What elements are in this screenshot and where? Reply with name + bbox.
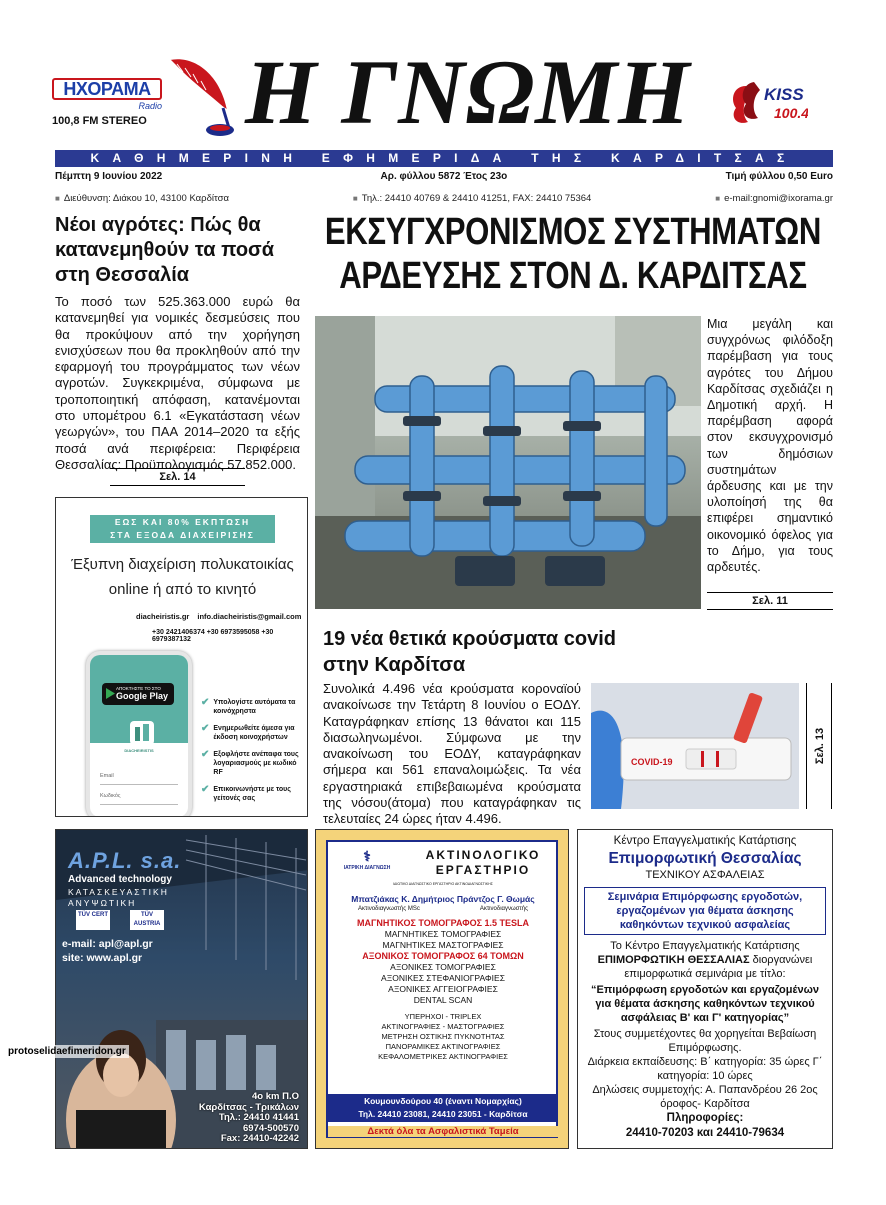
dateline bbox=[55, 171, 833, 182]
issue-date: Πέμπτη 9 Ιουνίου 2022 bbox=[55, 171, 163, 182]
radiology-address: Κουμουνδούρου 40 (έναντι Νομαρχίας) bbox=[364, 1096, 522, 1106]
ad-web-contacts bbox=[136, 612, 301, 621]
apl-phone-1: Τηλ.: 24410 41441 bbox=[218, 1112, 299, 1123]
covid-article-page bbox=[806, 683, 832, 809]
ad-slogan bbox=[56, 552, 308, 602]
apl-phone-2: 6974-500570 bbox=[243, 1122, 299, 1134]
slogan-line-2: online ή από το κινητό bbox=[108, 581, 257, 598]
phone-mockup bbox=[86, 651, 192, 817]
service-item: ΠΑΝΟΡΑΜΙΚΕΣ ΑΚΤΙΝΟΓΡΑΦΙΕΣ bbox=[385, 1042, 501, 1051]
phones: ■ Τηλ.: 24410 40769 & 24410 41251, FAX: 24410 75364 bbox=[353, 193, 591, 204]
google-play-badge bbox=[102, 683, 174, 705]
radiology-title bbox=[408, 848, 558, 878]
doctor-1-role: Ακτινοδιαγνωστής MSc bbox=[357, 906, 420, 912]
main-article-page: Σελ. 11 bbox=[707, 592, 833, 610]
radiology-org: ΙΔΙΩΤΙΚΟ ΔΙΑΓΝΩΣΤΙΚΟ ΕΡΓΑΣΤΗΡΙΟ ΑΚΤΙΝΟΔΙΑΓΝΩΣΤΙΚΗΣ bbox=[393, 882, 493, 886]
radiology-logo-text: ΙΑΤΡΙΚΗ ΔΙΑΓΝΩΣΗ bbox=[343, 865, 391, 871]
kek-quote: “Επιμόρφωση εργοδοτών και εργαζομένων για θέματα άσκησης καθηκόντων τεχνικού ασφάλειας Β' και Γ' κατηγορίας” bbox=[591, 984, 819, 1024]
store-small-text: ΑΠΟΚΤΗΣΤΕ ΤΟ ΣΤΟ bbox=[116, 686, 161, 691]
email: ■ e-mail:gnomi@ixorama.gr bbox=[715, 193, 833, 204]
issue-number: Αρ. φύλλου 5872 Έτος 23ο bbox=[380, 171, 508, 182]
service-item: ΜΕΤΡΗΣΗ ΟΣΤΙΚΗΣ ΠΥΚΝΟΤΗΤΑΣ bbox=[381, 1032, 505, 1041]
feature-item: ✔ Εξοφλήστε ανέπαφα τους λογαριασμούς με κωδικό RF bbox=[201, 749, 299, 776]
kek-subtitle: ΤΕΧΝΙΚΟΥ ΑΣΦΑΛΕΙΑΣ bbox=[645, 869, 765, 881]
service-item: ΥΠΕΡΗΧΟΙ - TRIPLEX bbox=[404, 1012, 482, 1021]
doctor-2-role: Ακτινοδιαγνωστής bbox=[479, 906, 528, 912]
apl-email: e-mail: apl@apl.gr bbox=[62, 938, 153, 950]
kek-line-1: Κέντρο Επαγγελματικής Κατάρτισης bbox=[613, 835, 797, 847]
radiology-footer: Δεκτά όλα τα Ασφαλιστικά Ταμεία bbox=[328, 1126, 558, 1137]
radiology-logo bbox=[332, 848, 402, 870]
service-item: DENTAL SCAN bbox=[413, 995, 473, 1005]
feature-item: ✔ Επικοινωνήστε με τους γείτονές σας bbox=[201, 784, 291, 802]
play-icon bbox=[106, 688, 115, 699]
radiology-services bbox=[328, 918, 558, 1062]
mri-scanner: ΜΑΓΝΗΤΙΚΟΣ ΤΟΜΟΓΡΑΦΟΣ 1.5 TESLA bbox=[356, 918, 530, 928]
apl-contact bbox=[199, 1092, 299, 1145]
farm-article-title: Νέοι αγρότες: Πώς θα κατανεμηθούν τα ποσά στη Θεσσαλία bbox=[55, 214, 275, 286]
radiology-title-2: ΕΡΓΑΣΤΗΡΙΟ bbox=[435, 863, 531, 877]
apl-address-1: 4o km Π.Ο bbox=[252, 1091, 299, 1102]
issue-price: Τιμή φύλλου 0,50 Euro bbox=[725, 171, 833, 182]
kek-intro bbox=[584, 939, 826, 981]
irrigation-pipes-photo bbox=[315, 316, 701, 609]
check-icon: ✔ bbox=[201, 784, 210, 795]
ichorama-brand: ΗΧΟΡΑΜΑ bbox=[52, 78, 162, 100]
apl-address-2: Καρδίτσας - Τρικάλων bbox=[198, 1101, 299, 1113]
feature-list bbox=[201, 698, 301, 803]
kek-info-phones: 24410-70203 και 24410-79634 bbox=[625, 1127, 785, 1139]
kek-title: Επιμορφωτική Θεσσαλίας bbox=[608, 850, 802, 867]
ichorama-sub: Radio bbox=[138, 101, 162, 111]
ad-site: diacheiristis.gr bbox=[136, 612, 190, 621]
apl-ad bbox=[55, 829, 308, 1149]
quill-icon bbox=[165, 50, 235, 140]
check-icon: ✔ bbox=[201, 723, 210, 734]
app-logo-icon bbox=[130, 721, 154, 745]
service-item: ΜΑΓΝΗΤΙΚΕΣ ΤΟΜΟΓΡΑΦΙΕΣ bbox=[384, 929, 502, 939]
kek-intro-post: διοργανώνει επιμορφωτικά σεμινάρια με τίτλο: bbox=[624, 954, 813, 980]
service-item: ΜΑΓΝΗΤΙΚΕΣ ΜΑΣΤΟΓΡΑΦΙΕΣ bbox=[382, 940, 504, 950]
radiology-phones: Τηλ. 24410 23081, 24410 23051 - Καρδίτσα bbox=[358, 1109, 528, 1119]
headline-line-1: ΕΚΣΥΓΧΡΟΝΙΣΜΟΣ ΣΥΣΤΗΜΑΤΩΝ bbox=[324, 211, 821, 253]
service-item: ΑΞΟΝΙΚΕΣ ΣΤΕΦΑΝΙΟΓΡΑΦΙΕΣ bbox=[381, 973, 505, 983]
training-center-ad bbox=[577, 829, 833, 1149]
farm-article-page: Σελ. 14 bbox=[110, 468, 245, 486]
discount-line-2: ΣΤΑ ΕΞΟΔΑ ΔΙΑΧΕΙΡΙΣΗΣ bbox=[110, 530, 255, 540]
kiss-frequency: 100.4 bbox=[774, 105, 808, 121]
caduceus-icon: ⚕ bbox=[363, 848, 371, 864]
radiology-title-1: ΑΚΤΙΝΟΛΟΓΙΚΟ bbox=[425, 848, 541, 862]
newspaper-title: Η ΓΝΩΜΗ bbox=[245, 41, 691, 143]
check-icon: ✔ bbox=[201, 697, 210, 708]
service-item: ΑΞΟΝΙΚΕΣ ΑΓΓΕΙΟΓΡΑΦΙΕΣ bbox=[388, 984, 498, 994]
covid-page-label: Σελ. 13 bbox=[814, 727, 826, 765]
apl-site: site: www.apl.gr bbox=[62, 952, 143, 964]
service-item: ΑΞΟΝΙΚΕΣ ΤΟΜΟΓΡΑΦΙΕΣ bbox=[390, 962, 496, 972]
store-name: Google Play bbox=[116, 691, 169, 701]
kek-apply: Δηλώσεις συμμετοχής: Α. Παπανδρέου 26 2ος όροφος- Καρδίτσα bbox=[592, 1084, 818, 1110]
feature-item: ✔ Υπολογίστε αυτόματα τα κοινόχρηστα bbox=[201, 697, 296, 715]
service-group-c bbox=[328, 1012, 558, 1062]
email-field: Email bbox=[100, 773, 178, 785]
covid-test-photo bbox=[591, 683, 799, 809]
discount-line-1: ΕΩΣ ΚΑΙ 80% ΕΚΠΤΩΣΗ bbox=[114, 517, 251, 527]
ct-scanner: ΑΞΟΝΙΚΟΣ ΤΟΜΟΓΡΑΦΟΣ 64 ΤΟΜΩΝ bbox=[362, 951, 524, 961]
kek-cert: Στους συμμετέχοντες θα χορηγείται Βεβαίωση Επιμόρφωσης. bbox=[593, 1028, 817, 1054]
radiology-contact bbox=[328, 1094, 558, 1122]
covid-article-text: Συνολικά 4.496 νέα κρούσματα κοροναϊού ανακοίνωσε την Τετάρτη 8 Ιουνίου ο ΕΟΔΥ. Καταγράφηκαν επίσης 13 θάνατοι και 115 διασωληνωμένοι. Σύμφωνα με την ανακοίνωση του ΕΟΔΥ, καταγράφηκαν σήμερα και 561 επαναλοιμώξεις. Τα νέα εργαστηριακά επιβεβαιωμένα κρούσματα της νόσου(άτομα) που καταγράφηκαν τις τελευταίες 24 ώρες ήταν 4.496. bbox=[323, 681, 581, 827]
service-item: ΑΚΤΙΝΟΓΡΑΦΙΕΣ - ΜΑΣΤΟΓΡΑΦΙΕΣ bbox=[381, 1022, 505, 1031]
kek-intro-bold: ΕΠΙΜΟΡΦΩΤΙΚΗ ΘΕΣΣΑΛΙΑΣ bbox=[597, 954, 750, 966]
tuv-austria-badge: TÜV AUSTRIA bbox=[130, 910, 164, 930]
apl-tagline-2: ΚΑΤΑΣΚΕΥΑΣΤΙΚΗ ΑΝΥΨΩΤΙΚΗ bbox=[68, 887, 169, 908]
contact-line bbox=[55, 193, 833, 204]
apl-tagline-1: Advanced technology bbox=[68, 874, 172, 885]
feature-item: ✔ Ενημερωθείτε άμεσα για έκδοση κοινοχρήστων bbox=[201, 723, 295, 741]
tuv-cert-badge: TÜV CERT bbox=[76, 910, 110, 930]
ad-phones: +30 2421406374 +30 6973595058 +30 6979387132 bbox=[152, 629, 274, 643]
farm-article-text: Το ποσό των 525.363.000 ευρώ θα κατανεμηθεί για νομικές δεσμεύσεις που θα προκύψουν από την χορήγηση ενισχύσεων που θα προκληθούν από την εφαρμογή του προγράμματος των νέων αγροτών. Συγκεκριμένα, σύμφωνα με τροποποιητική απόφαση, κατανέμονται στο υπομέτρου 6.1 «Εγκατάσταση νέων γεωργών», του ΠΑΑ 2014–2020 τα εξής ποσά ανά περιφέρεια: Περιφέρεια Θεσσαλίας: Προϋπολογισμός 57.852.000. bbox=[55, 294, 300, 472]
headline-line-2: ΑΡΔΕΥΣΗΣ ΣΤΟΝ Δ. ΚΑΡΔΙΤΣΑΣ bbox=[339, 255, 807, 297]
service-item: ΚΕΦΑΛΟΜΕΤΡΙΚΕΣ ΑΚΤΙΝΟΓΡΑΦΙΕΣ bbox=[378, 1052, 508, 1061]
discount-banner bbox=[90, 515, 275, 543]
kek-info-label: Πληροφορίες: bbox=[666, 1112, 744, 1124]
app-name: DIACHEIRISTIS bbox=[124, 748, 154, 753]
password-field: Κωδικός bbox=[100, 793, 178, 805]
slogan-line-1: Έξυπνη διαχείριση πολυκατοικίας bbox=[71, 556, 294, 573]
kek-highlight-box: Σεμινάρια Επιμόρφωσης εργοδοτών, εργαζομένων για θέματα άσκησης καθηκόντων τεχνικού ασφαλείας bbox=[584, 887, 826, 935]
watermark: protoselidaefimeridon.gr bbox=[5, 1045, 129, 1058]
main-article-text: Μια μεγάλη και συγχρόνως φιλόδοξη παρέμβαση για τους αγρότες του Δήμου Καρδίτσας σχεδιάζει η Δημοτική αρχή. Η παρέμβαση αφορά στον εκσυγχρονισμό των δημόσιων συστημάτων άρδευσης και με την υλοποίησή της θα επιφέρει σημαντικό οικονομικό όφελος για το Δήμο, για τους αρδευτές. bbox=[707, 317, 833, 575]
check-icon: ✔ bbox=[201, 749, 210, 760]
ad-email: info.diacheiristis@gmail.com bbox=[197, 612, 302, 621]
main-headline bbox=[313, 210, 833, 298]
address: ■ Διεύθυνση: Διάκου 10, 43100 Καρδίτσα bbox=[55, 193, 229, 204]
radiology-doctors: Μπατζιάκας Κ. Δημήτριος Πράντζος Γ. Θωμάς bbox=[351, 894, 535, 904]
building-management-ad bbox=[55, 497, 308, 817]
tagline: ΚΑΘΗΜΕΡΙΝΗ ΕΦΗΜΕΡΙΔΑ ΤΗΣ ΚΑΡΔΙΤΣΑΣ bbox=[55, 150, 833, 167]
kiss-brand: KISS bbox=[764, 85, 804, 104]
radiology-ad bbox=[315, 829, 569, 1149]
ichorama-logo bbox=[52, 78, 162, 127]
covid-article-title: 19 νέα θετικά κρούσματα covid στην Καρδίτσα bbox=[323, 628, 616, 676]
covid-label: COVID-19 bbox=[631, 757, 673, 767]
kek-intro-pre: Το Κέντρο Επαγγελματικής Κατάρτισης bbox=[610, 940, 800, 952]
apl-brand: A.P.L. s.a. bbox=[68, 848, 182, 873]
apl-fax: Fax: 24410-42242 bbox=[220, 1133, 299, 1144]
ichorama-frequency: 100,8 FM STEREO bbox=[52, 115, 147, 127]
kiss-logo bbox=[728, 72, 808, 132]
doctor-roles bbox=[328, 906, 558, 912]
kek-duration: Διάρκεια εκπαίδευσης: Β΄ κατηγορία: 35 ώρες Γ΄ κατηγορία: 10 ώρες bbox=[587, 1056, 823, 1082]
